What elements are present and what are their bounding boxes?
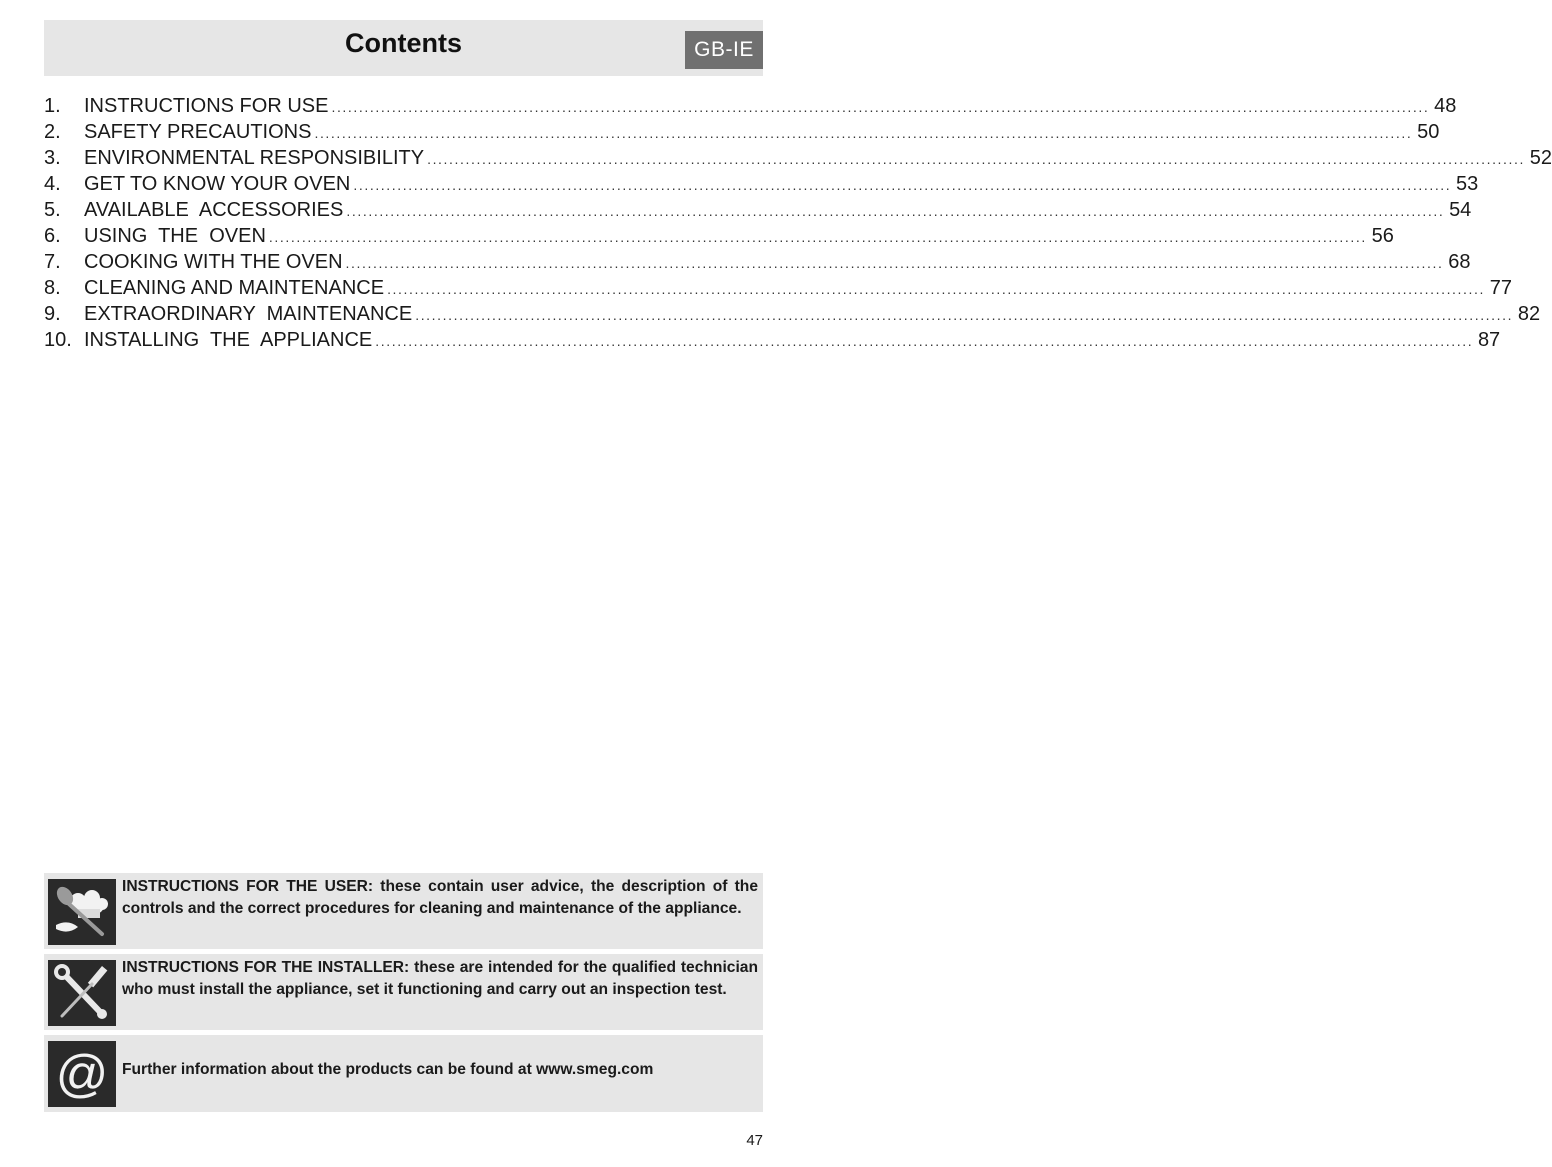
toc-entry-number: 5. xyxy=(44,199,61,221)
toc-leader-dots: ........................................................................................................................................................................................................ xyxy=(415,307,1514,323)
toc-entry-title: GET TO KNOW YOUR OVEN xyxy=(84,173,351,195)
toc-entry-title: ENVIRONMENTAL RESPONSIBILITY xyxy=(84,147,425,169)
toc-entry[interactable] xyxy=(44,145,1552,171)
toc-entry-number: 10. xyxy=(44,329,72,351)
toc-entry-number: 2. xyxy=(44,121,61,143)
table-of-contents xyxy=(44,93,1552,353)
toc-entry-title: USING THE OVEN xyxy=(84,225,266,247)
language-badge: GB-IE xyxy=(685,31,763,69)
toc-entry-title: INSTRUCTIONS FOR USE xyxy=(84,95,329,117)
toc-entry-number: 1. xyxy=(44,95,61,117)
contents-header xyxy=(44,20,763,76)
toc-entry-title: EXTRAORDINARY MAINTENANCE xyxy=(84,303,413,325)
toc-entry[interactable] xyxy=(44,327,1501,353)
toc-entry-page: 50 xyxy=(1417,121,1440,143)
at-sign-icon xyxy=(48,1041,116,1107)
toc-entry-number: 7. xyxy=(44,251,61,273)
toc-entry-page: 82 xyxy=(1517,303,1541,325)
wrench-screwdriver-icon xyxy=(48,960,116,1026)
toc-entry[interactable] xyxy=(44,197,1472,223)
toc-entry-number: 4. xyxy=(44,173,61,195)
toc-entry-page: 52 xyxy=(1529,147,1552,169)
web-info-text[interactable]: Further information about the products can be found at www.smeg.com xyxy=(122,1061,654,1078)
toc-leader-dots: ........................................................................................................................................................................................................ xyxy=(387,281,1485,297)
toc-entry[interactable] xyxy=(44,275,1512,301)
toc-leader-dots: ........................................................................................................................................................................................................ xyxy=(427,151,1526,167)
toc-entry[interactable] xyxy=(44,93,1457,119)
toc-entry-title: CLEANING AND MAINTENANCE xyxy=(84,277,385,299)
toc-entry-page: 77 xyxy=(1489,277,1512,299)
svg-text:@: @ xyxy=(55,1045,109,1103)
page-title: Contents xyxy=(345,28,462,58)
installer-instructions-box xyxy=(44,954,763,1030)
toc-entry-number: 9. xyxy=(44,303,61,325)
toc-entry-page: 87 xyxy=(1477,329,1501,351)
user-instructions-box xyxy=(44,873,763,949)
user-instructions-text: INSTRUCTIONS FOR THE USER: these contain user advice, the description of the controls and the correct procedures for cleaning and maintenance of the appliance. xyxy=(122,878,758,917)
toc-entry[interactable] xyxy=(44,119,1440,145)
toc-entry-page: 53 xyxy=(1456,173,1479,195)
toc-entry[interactable] xyxy=(44,223,1394,249)
toc-entry-page: 68 xyxy=(1448,251,1471,273)
toc-entry-number: 8. xyxy=(44,277,61,299)
page-number: 47 xyxy=(746,1132,763,1149)
toc-leader-dots: ........................................................................................................................................................................................................ xyxy=(331,99,1430,115)
toc-entry-page: 48 xyxy=(1434,95,1457,117)
toc-leader-dots: ........................................................................................................................................................................................................ xyxy=(353,177,1452,193)
installer-instructions-text: INSTRUCTIONS FOR THE INSTALLER: these are intended for the qualified technician who must install the appliance, set it functioning and carry out an inspection test. xyxy=(122,959,758,998)
toc-entry-page: 54 xyxy=(1449,199,1472,221)
toc-entry-title: AVAILABLE ACCESSORIES xyxy=(84,199,344,221)
toc-leader-dots: ........................................................................................................................................................................................................ xyxy=(375,333,1474,349)
chef-hat-spoon-icon xyxy=(48,879,116,945)
toc-entry-number: 3. xyxy=(44,147,61,169)
toc-leader-dots: ........................................................................................................................................................................................................ xyxy=(346,203,1445,219)
toc-entry[interactable] xyxy=(44,249,1471,275)
toc-entry-title: COOKING WITH THE OVEN xyxy=(84,251,343,273)
toc-leader-dots: ........................................................................................................................................................................................................ xyxy=(268,229,1367,245)
toc-entry-page: 56 xyxy=(1371,225,1394,247)
toc-leader-dots: ........................................................................................................................................................................................................ xyxy=(314,125,1413,141)
toc-entry-number: 6. xyxy=(44,225,61,247)
toc-leader-dots: ........................................................................................................................................................................................................ xyxy=(345,255,1444,271)
toc-entry-title: INSTALLING THE APPLIANCE xyxy=(84,329,373,351)
web-info-box xyxy=(44,1035,763,1112)
toc-entry[interactable] xyxy=(44,301,1541,327)
toc-entry-title: SAFETY PRECAUTIONS xyxy=(84,121,312,143)
toc-entry[interactable] xyxy=(44,171,1479,197)
